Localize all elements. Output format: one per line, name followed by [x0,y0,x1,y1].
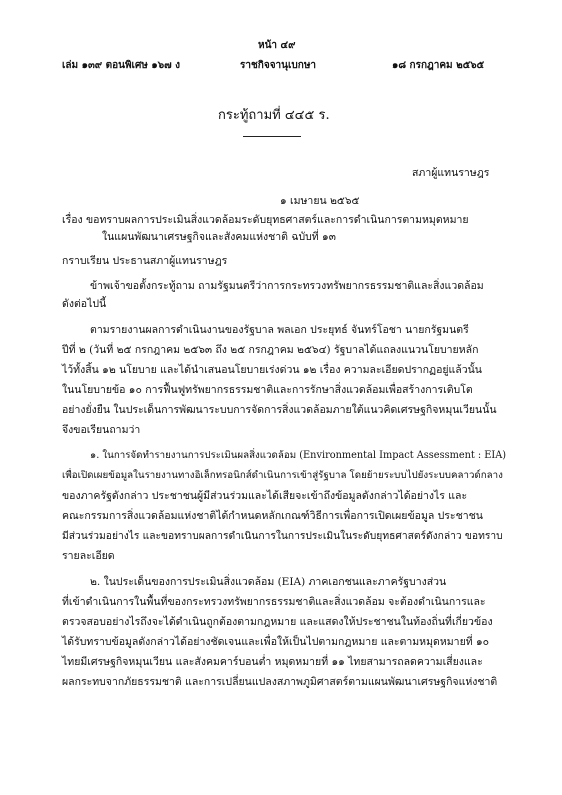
salutation: กราบเรียน ประธานสภาผู้แทนราษฎร [62,255,228,267]
body-line: ข้าพเจ้าขอตั้งกระทู้ถาม ถามรัฐมนตรีว่าการกระทรวงทรัพยากรธรรมชาติและสิ่งแวดล้อม [90,280,484,292]
document-title: กระทู้ถามที่ ๔๔๕ ร. [218,108,330,123]
subject-line-1: เรื่อง ขอทราบผลการประเมินสิ่งแวดล้อมระดับยุทธศาสตร์และการดำเนินการตามหมุดหมาย [62,214,469,226]
body-line: ตรวจสอบอย่างไรถึงจะได้ดำเนินถูกต้องตามกฎหมาย และแสดงให้ประชาชนในท้องถิ่นที่เกี่ยวข้อง [62,616,493,628]
body-line: คณะกรรมการสิ่งแวดล้อมแห่งชาติได้กำหนดหลักเกณฑ์วิธีการเพื่อการเปิดเผยข้อมูล ประชาชน [62,510,483,522]
gazette-date: ๑๘ กรกฎาคม ๒๕๖๕ [392,60,485,71]
body-line: รายละเอียด [62,550,115,562]
body-line: จึงขอเรียนถามว่า [62,424,141,436]
body-line: อย่างยั่งยืน ในประเด็นการพัฒนาระบบการจัดการสิ่งแวดล้อมภายใต้แนวคิดเศรษฐกิจหมุนเวียนนั้น [62,404,497,416]
gazette-name: ราชกิจจานุเบกษา [240,60,317,71]
body-line: ที่เข้าดำเนินการในพื้นที่ของกระทรวงทรัพยากรธรรมชาติและสิ่งแวดล้อม จะต้องดำเนินการและ [62,596,486,608]
letter-date: ๑ เมษายน ๒๕๖๕ [280,195,360,207]
body-line: ไว้ทั้งสิ้น ๑๒ นโยบาย และได้นำเสนอนโยบายเร่งด่วน ๑๒ เรื่อง ความละเอียดปรากฏอยู่แล้วนั้น [62,364,482,376]
body-line: เพื่อเปิดเผยข้อมูลในรายงานทางอิเล็กทรอนิกส์ดำเนินการเข้าสู่รัฐบาล โดยย้ายระบบไปยังระบบคลาวด์กลาง [62,470,503,481]
body-line: ไทยมีเศรษฐกิจหมุนเวียน และสังคมคาร์บอนต่ำ หมุดหมายที่ ๑๑ ไทยสามารถลดความเสี่ยงและ [62,656,483,668]
body-line: ผลกระทบจากภัยธรรมชาติ และการเปลี่ยนแปลงสภาพภูมิศาสตร์ตามแผนพัฒนาเศรษฐกิจแห่งชาติ [62,676,498,688]
body-line: ดังต่อไปนี้ [62,298,107,310]
body-line: มีส่วนร่วมอย่างไร และขอทราบผลการดำเนินการในการประเมินในระดับยุทธศาสตร์ดังกล่าว ขอทราบ [62,530,503,542]
body-line: ของภาครัฐดังกล่าว ประชาชนผู้มีส่วนร่วมและได้เสียจะเข้าถึงข้อมูลดังกล่าวได้อย่างไร และ [62,490,468,502]
volume-info: เล่ม ๑๓๙ ตอนพิเศษ ๑๖๗ ง [62,60,180,71]
recipient-org: สภาผู้แทนราษฎร [412,167,490,179]
body-line: ๑. ในการจัดทำรายงานการประเมินผลสิ่งแวดล้อม (Environmental Impact Assessment : EIA) [90,450,507,461]
body-line: ๒. ในประเด็นของการประเมินสิ่งแวดล้อม (EIA) ภาคเอกชนและภาครัฐบางส่วน [90,576,447,588]
page-number: หน้า ๔๙ [258,40,296,51]
body-line: ตามรายงานผลการดำเนินงานของรัฐบาล พลเอก ประยุทธ์ จันทร์โอชา นายกรัฐมนตรี [90,324,469,336]
body-line: ในนโยบายข้อ ๑๐ การฟื้นฟูทรัพยากรธรรมชาติและการรักษาสิ่งแวดล้อมเพื่อสร้างการเติบโต [62,384,473,396]
subject-line-2: ในแผนพัฒนาเศรษฐกิจและสังคมแห่งชาติ ฉบับที่ ๑๓ [102,231,336,243]
body-line: ได้รับทราบข้อมูลดังกล่าวได้อย่างชัดเจนและเพื่อให้เป็นไปตามกฎหมาย และตามหมุดหมายที่ ๑๐ [62,636,490,648]
title-underline [243,136,301,137]
body-line: ปีที่ ๒ (วันที่ ๒๕ กรกฎาคม ๒๕๖๓ ถึง ๒๕ กรกฎาคม ๒๕๖๔) รัฐบาลได้แถลงแนวนโยบายหลัก [62,344,479,356]
